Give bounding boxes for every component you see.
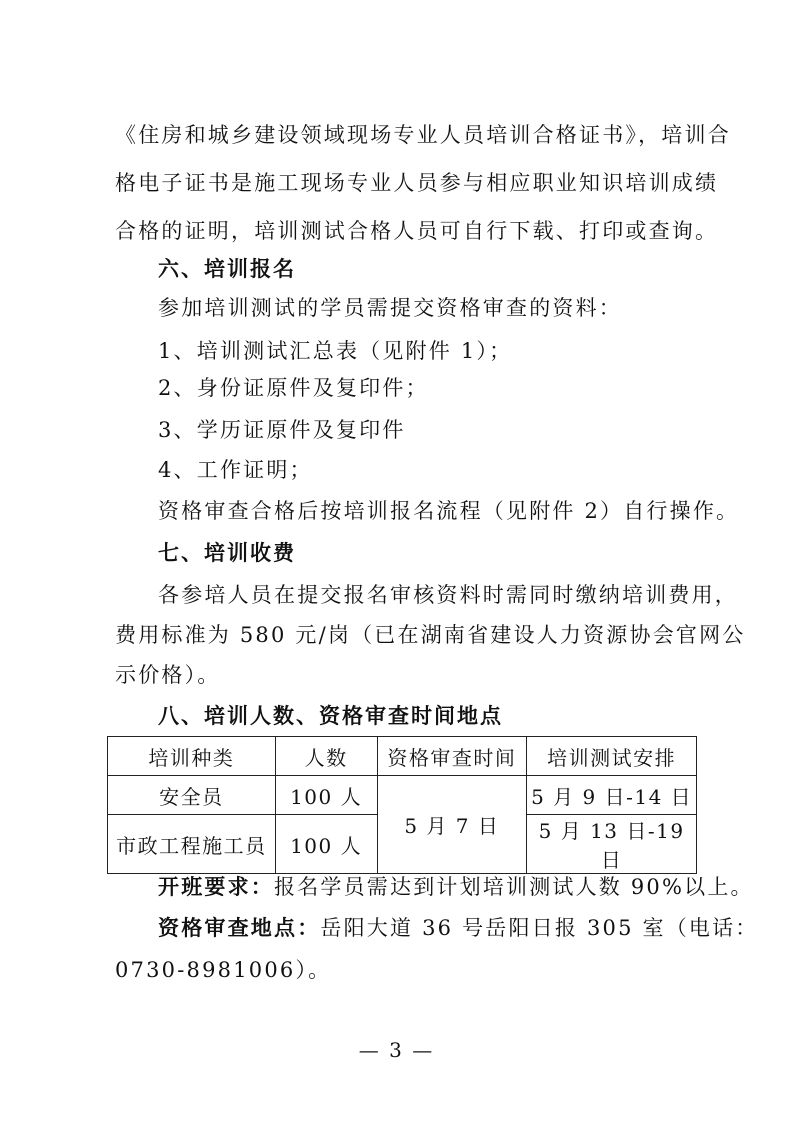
list-item: 2、身份证原件及复印件； — [158, 376, 429, 400]
table-cell-count: 100 人 — [275, 776, 377, 815]
table-cell-schedule: 5 月 13 日-19 日 — [527, 815, 697, 874]
page-number: — 3 — — [358, 1038, 435, 1062]
table-cell-schedule: 5 月 9 日-14 日 — [527, 776, 697, 815]
paragraph-line: 示价格）。 — [115, 663, 221, 687]
table-cell-count: 100 人 — [275, 815, 377, 874]
list-item: 3、学历证原件及复印件 — [158, 418, 406, 442]
paragraph-line: 资格审查合格后按培训报名流程（见附件 2）自行操作。 — [158, 499, 740, 523]
paragraph-line: 格电子证书是施工现场专业人员参与相应职业知识培训成绩 — [115, 171, 719, 195]
table-cell-type: 安全员 — [108, 776, 276, 815]
table-header-row — [108, 737, 697, 776]
list-item: 4、工作证明； — [158, 458, 313, 482]
section-heading-7: 七、培训收费 — [158, 541, 296, 565]
table-header-cell: 人数 — [275, 737, 377, 776]
requirement-text: 报名学员需达到计划培训测试人数 90%以上。 — [274, 875, 754, 899]
location-text-continued: 0730-8981006）。 — [115, 958, 332, 982]
review-location — [158, 913, 759, 943]
table-row — [108, 776, 697, 815]
location-label: 资格审查地点： — [158, 916, 321, 940]
section-heading-6: 六、培训报名 — [158, 257, 296, 281]
section-heading-8: 八、培训人数、资格审查时间地点 — [158, 704, 503, 728]
requirement-label: 开班要求： — [158, 875, 274, 899]
class-requirement — [158, 872, 754, 902]
paragraph-line: 各参培人员在提交报名审核资料时需同时缴纳培训费用， — [158, 583, 738, 607]
list-item: 1、培训测试汇总表（见附件 1）； — [158, 339, 513, 363]
paragraph-line: 合格的证明，培训测试合格人员可自行下载、打印或查询。 — [115, 219, 719, 243]
paragraph-line: 费用标准为 580 元/岗（已在湖南省建设人力资源协会官网公 — [115, 623, 746, 647]
paragraph-line: 参加培训测试的学员需提交资格审查的资料： — [158, 296, 622, 320]
table-header-cell: 资格审查时间 — [377, 737, 527, 776]
location-text: 岳阳大道 36 号岳阳日报 305 室（电话： — [320, 916, 759, 940]
table-cell-review-date: 5 月 7 日 — [377, 776, 527, 874]
table-header-cell: 培训种类 — [108, 737, 276, 776]
paragraph-line: 《住房和城乡建设领域现场专业人员培训合格证书》，培训合 — [115, 123, 731, 147]
table-header-cell: 培训测试安排 — [527, 737, 697, 776]
table-cell-type: 市政工程施工员 — [108, 815, 276, 874]
training-schedule-table — [107, 736, 697, 874]
